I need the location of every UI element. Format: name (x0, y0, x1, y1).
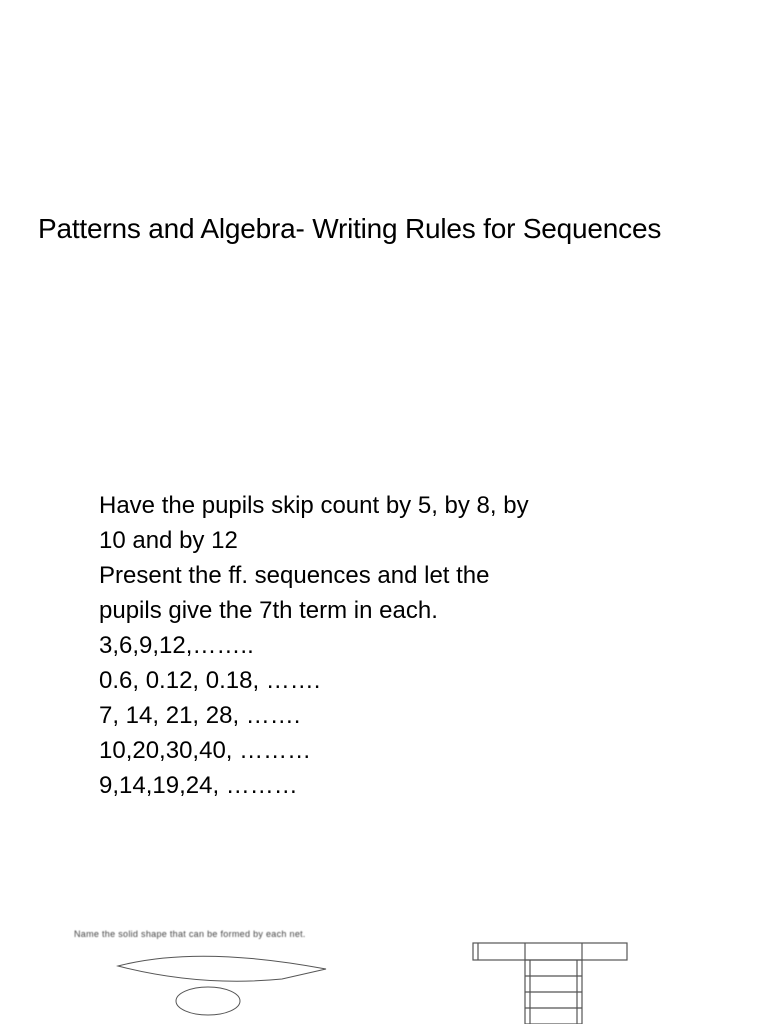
prism-net (473, 943, 627, 1024)
worksheet-image (60, 925, 710, 1024)
body-line: 10 and by 12 (99, 527, 238, 554)
slide-title: Patterns and Algebra- Writing Rules for Sequences (38, 213, 662, 244)
body-line: pupils give the 7th term in each. (99, 597, 438, 624)
sequence-line: 7, 14, 21, 28, ……. (99, 702, 301, 729)
body-line: Present the ff. sequences and let the (99, 562, 490, 589)
slide-body (99, 488, 619, 803)
net-shapes (60, 925, 710, 1024)
body-line: Have the pupils skip count by 5, by 8, by (99, 492, 529, 519)
cone-net-circle (176, 987, 240, 1015)
sequence-line: 9,14,19,24, ……… (99, 772, 298, 799)
worksheet-caption: Name the solid shape that can be formed by each net. (74, 929, 306, 939)
cone-net-sector (118, 956, 326, 981)
sequence-line: 0.6, 0.12, 0.18, ……. (99, 667, 321, 694)
cone-net (118, 956, 326, 1015)
prism-net-top-row (473, 943, 627, 960)
sequence-line: 3,6,9,12,…….. (99, 632, 254, 659)
sequence-line: 10,20,30,40, ……… (99, 737, 312, 764)
